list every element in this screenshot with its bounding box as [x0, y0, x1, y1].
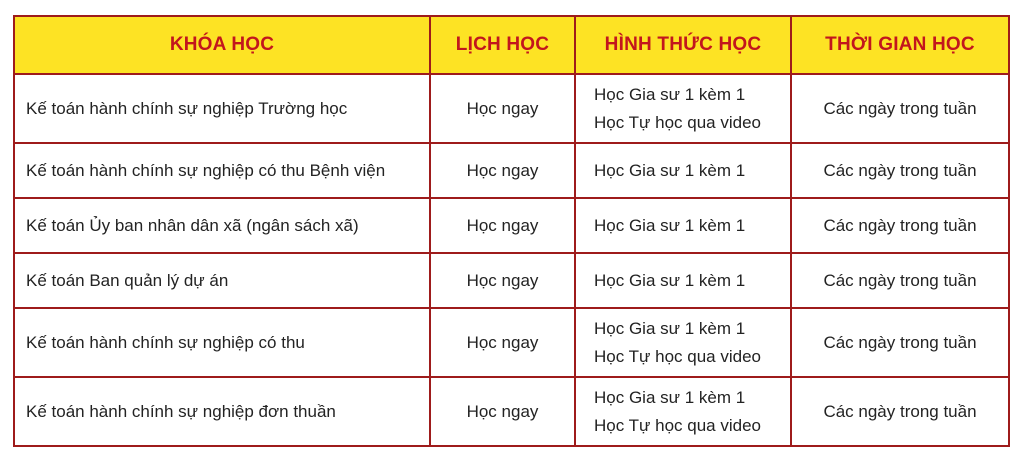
- format-line: Học Gia sư 1 kèm 1: [594, 270, 746, 290]
- header-course: KHÓA HỌC: [14, 16, 430, 74]
- format-line: Học Gia sư 1 kèm 1: [594, 160, 746, 180]
- study-time-cell: Các ngày trong tuần: [791, 143, 1009, 198]
- header-schedule: LỊCH HỌC: [430, 16, 575, 74]
- schedule-cell: Học ngay: [430, 377, 575, 446]
- schedule-cell: Học ngay: [430, 253, 575, 308]
- study-time-cell: Các ngày trong tuần: [791, 253, 1009, 308]
- format-line: Học Gia sư 1 kèm 1: [594, 387, 746, 407]
- study-time-cell: Các ngày trong tuần: [791, 198, 1009, 253]
- course-name-cell: Kế toán hành chính sự nghiệp có thu: [14, 308, 430, 377]
- schedule-cell: Học ngay: [430, 74, 575, 143]
- format-line: Học Tự học qua video: [594, 415, 761, 435]
- table-row: [14, 74, 1009, 143]
- header-time: THỜI GIAN HỌC: [791, 16, 1009, 74]
- schedule-cell: Học ngay: [430, 198, 575, 253]
- table-row: [14, 308, 1009, 377]
- table-row: [14, 143, 1009, 198]
- table-header-row: [14, 16, 1009, 74]
- course-name-cell: Kế toán Ủy ban nhân dân xã (ngân sách xã): [14, 198, 430, 253]
- study-time-cell: Các ngày trong tuần: [791, 74, 1009, 143]
- format-cell: [575, 143, 791, 198]
- format-line: Học Tự học qua video: [594, 112, 761, 132]
- format-cell: [575, 308, 791, 377]
- course-schedule-table: [13, 15, 1010, 447]
- format-line: Học Gia sư 1 kèm 1: [594, 84, 746, 104]
- course-name-cell: Kế toán hành chính sự nghiệp có thu Bệnh viện: [14, 143, 430, 198]
- header-format: HÌNH THỨC HỌC: [575, 16, 791, 74]
- table-row: [14, 198, 1009, 253]
- format-cell: [575, 198, 791, 253]
- format-cell: [575, 74, 791, 143]
- course-name-cell: Kế toán hành chính sự nghiệp đơn thuần: [14, 377, 430, 446]
- format-line: Học Tự học qua video: [594, 346, 761, 366]
- format-line: Học Gia sư 1 kèm 1: [594, 215, 746, 235]
- schedule-cell: Học ngay: [430, 143, 575, 198]
- format-cell: [575, 377, 791, 446]
- table-row: [14, 377, 1009, 446]
- format-cell: [575, 253, 791, 308]
- schedule-cell: Học ngay: [430, 308, 575, 377]
- format-line: Học Gia sư 1 kèm 1: [594, 318, 746, 338]
- course-name-cell: Kế toán Ban quản lý dự án: [14, 253, 430, 308]
- course-name-cell: Kế toán hành chính sự nghiệp Trường học: [14, 74, 430, 143]
- study-time-cell: Các ngày trong tuần: [791, 308, 1009, 377]
- table-row: [14, 253, 1009, 308]
- table-body: [14, 74, 1009, 446]
- study-time-cell: Các ngày trong tuần: [791, 377, 1009, 446]
